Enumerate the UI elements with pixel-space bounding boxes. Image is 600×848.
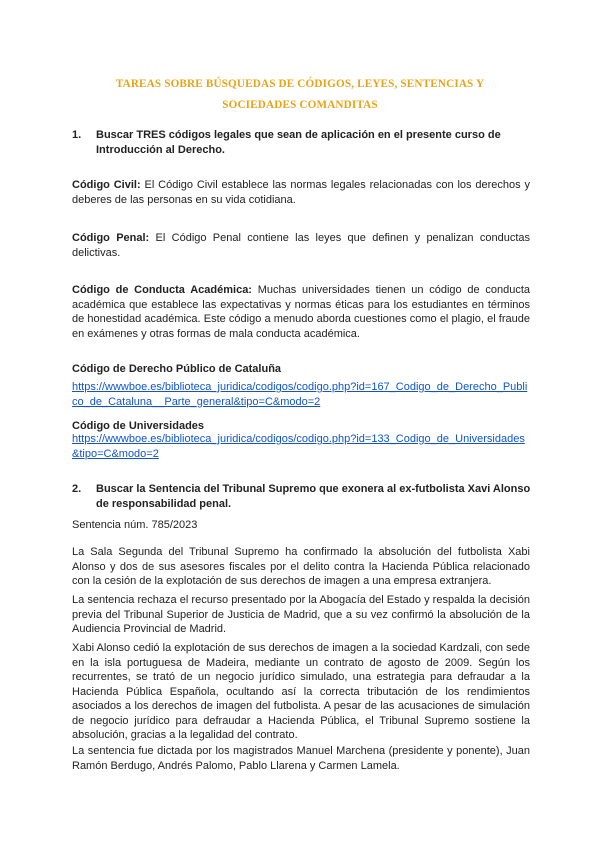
title-line-2: SOCIEDADES COMANDITAS (222, 99, 378, 111)
link-heading-cataluna: Código de Derecho Público de Cataluña (72, 363, 282, 375)
body-paragraph-3: Xabi Alonso cedió la explotación de sus derechos de imagen a la sociedad Kardzali, con sede en la isla portuguesa de Madeira, mediante un contrato de agosto de 2009. Según los recurrentes, se trató de un negocio jurídico simulado, una estrategia para defraudar a la Hacienda Pública Española, ocultando así la correcta tributación de los rendimientos asociados a los derechos de imagen del futbolista. A pesar de las acusaciones de simulación de negocio jurídico para defraudar a Hacienda Pública, el Tribunal Supremo sostiene la absolución, gracias a la legalidad del contrato. (72, 642, 530, 741)
link-cataluna-block (72, 380, 532, 409)
question-2 (72, 482, 536, 511)
code-penal-label: Código Penal: (72, 232, 150, 244)
body-paragraph-1: La Sala Segunda del Tribunal Supremo ha confirmado la absolución del futbolista Xabi Alonso y dos de sus asesores fiscales por el delito contra la Hacienda Pública relacionado con la cesión de la explotación de sus derechos de imagen a una empresa extranjera. (72, 546, 530, 587)
code-conducta-paragraph (72, 283, 530, 341)
code-civil-paragraph (72, 178, 530, 207)
code-penal-paragraph (72, 231, 530, 260)
code-civil-text: El Código Civil establece las normas legales relacionadas con los derechos y deberes de las personas en su vida cotidiana. (72, 179, 531, 206)
question-1-text: Buscar TRES códigos legales que sean de aplicación en el presente curso de Introducción al Derecho. (96, 129, 501, 156)
question-1 (72, 128, 536, 157)
code-penal-text: El Código Penal contiene las leyes que definen y penalizan conductas delictivas. (72, 232, 530, 259)
question-2-text: Buscar la Sentencia del Tribunal Supremo que exonera al ex-futbolista Xavi Alonso de responsabilidad penal. (96, 483, 531, 510)
body-paragraph-2: La sentencia rechaza el recurso presentado por la Abogacía del Estado y respalda la decisión previa del Tribunal Superior de Justicia de Madrid, que a su vez confirmó la absolución de la Audiencia Provincial de Madrid. (72, 594, 530, 635)
code-conducta-text: Muchas universidades tienen un código de conducta académica que establece las expectativas y normas éticas para los estudiantes en términos de honestidad académica. Este código a menudo aborda cuestiones como el plagio, el fraude en exámenes y otras formas de mala conducta académica. (72, 284, 530, 340)
link-universidades[interactable]: https://wwwboe.es/biblioteca_juridica/codigos/codigo.php?id=133_Codigo_de_Universidades&tipo=C&modo=2 (72, 433, 525, 460)
link-universidades-block (72, 432, 532, 461)
link-heading-universidades: Código de Universidades (72, 420, 205, 432)
code-civil-label: Código Civil: (72, 179, 141, 191)
document-title (40, 74, 560, 116)
code-conducta-label: Código de Conducta Académica: (72, 284, 252, 296)
title-line-1: TAREAS SOBRE BÚSQUEDAS DE CÓDIGOS, LEYES, SENTENCIAS Y (115, 78, 485, 90)
link-cataluna[interactable]: https://wwwboe.es/biblioteca_juridica/codigos/codigo.php?id=167_Codigo_de_Derecho_Publico_de_Cataluna__Parte_general&tipo=C&modo=2 (72, 381, 528, 408)
body-paragraph-4: La sentencia fue dictada por los magistrados Manuel Marchena (presidente y ponente), Juan Ramón Berdugo, Andrés Palomo, Pablo Llarena y Carmen Lamela. (72, 745, 530, 772)
question-2-number: 2. (72, 483, 82, 495)
question-1-number: 1. (72, 129, 82, 141)
sentence-number: Sentencia núm. 785/2023 (72, 519, 198, 531)
